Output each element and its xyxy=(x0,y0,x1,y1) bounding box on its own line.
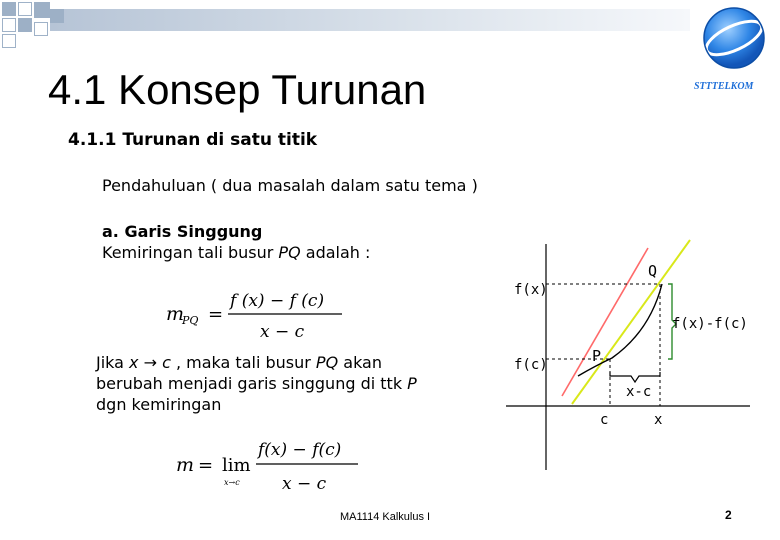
desc-text: adalah : xyxy=(300,243,371,262)
subsection-title: 4.1.1 Turunan di satu titik xyxy=(68,130,318,150)
label-x: x xyxy=(654,412,663,428)
label-Q: Q xyxy=(648,262,658,280)
desc-text: Kemiringan tali busur xyxy=(102,243,279,262)
para-text: , maka tali busur xyxy=(170,353,316,372)
secant-slope-formula xyxy=(160,284,350,344)
decor-square xyxy=(50,9,64,23)
para-text: akan xyxy=(338,353,382,372)
label-c: c xyxy=(600,412,609,428)
formula-equals: = xyxy=(208,304,224,325)
section-a-title: a. Garis Singgung xyxy=(102,222,263,241)
formula-m: m xyxy=(166,303,185,325)
para-text: Jika xyxy=(96,353,130,372)
formula-equals: = xyxy=(198,455,214,476)
formula-denominator: x − c xyxy=(260,322,305,342)
secant-slope-description xyxy=(102,243,370,262)
brace-horizontal xyxy=(610,372,660,382)
tangent-slope-formula xyxy=(170,433,370,497)
label-fc: f(c) xyxy=(514,357,548,373)
decor-square xyxy=(2,2,16,16)
label-fx-minus-fc: f(x)-f(c) xyxy=(672,316,748,332)
para-line xyxy=(96,352,417,373)
decor-square xyxy=(2,18,16,32)
para-line xyxy=(96,373,417,394)
para-line: dgn kemiringan xyxy=(96,395,222,414)
para-var: c xyxy=(162,353,171,372)
formula-denominator: x − c xyxy=(282,474,327,494)
label-P: P xyxy=(592,347,602,365)
decor-square xyxy=(34,2,50,18)
formula-m: m xyxy=(176,454,195,476)
page-number: 2 xyxy=(725,508,732,522)
para-var: P xyxy=(407,374,417,393)
para-var: x xyxy=(129,353,139,372)
formula-numerator: f(x) − f(c) xyxy=(258,440,342,460)
tangent-secant-diagram xyxy=(500,236,770,476)
decor-square xyxy=(34,22,48,36)
para-text: berubah menjadi garis singgung di ttk xyxy=(96,374,408,393)
label-x-minus-c: x-c xyxy=(626,384,652,400)
intro-text: Pendahuluan ( dua masalah dalam satu tema ) xyxy=(102,176,478,195)
label-fx: f(x) xyxy=(514,282,548,298)
formula-numerator: f (x) − f (c) xyxy=(230,291,325,311)
formula-lim-subscript: x→c xyxy=(224,478,240,487)
decor-square xyxy=(2,34,16,48)
desc-var: PQ xyxy=(278,243,301,262)
header-band xyxy=(50,9,690,31)
decor-square xyxy=(18,18,32,32)
para-var: PQ xyxy=(315,353,339,372)
page-title: 4.1 Konsep Turunan xyxy=(48,66,427,113)
tangent-line xyxy=(562,248,648,396)
formula-subscript: PQ xyxy=(182,314,199,327)
arrow-icon: → xyxy=(143,353,158,372)
formula-lim: lim xyxy=(222,455,251,476)
decor-square xyxy=(18,2,32,16)
footer-course: MA1114 Kalkulus I xyxy=(340,511,431,523)
limit-paragraph xyxy=(96,352,417,415)
logo-text: STTTELKOM xyxy=(694,81,754,92)
